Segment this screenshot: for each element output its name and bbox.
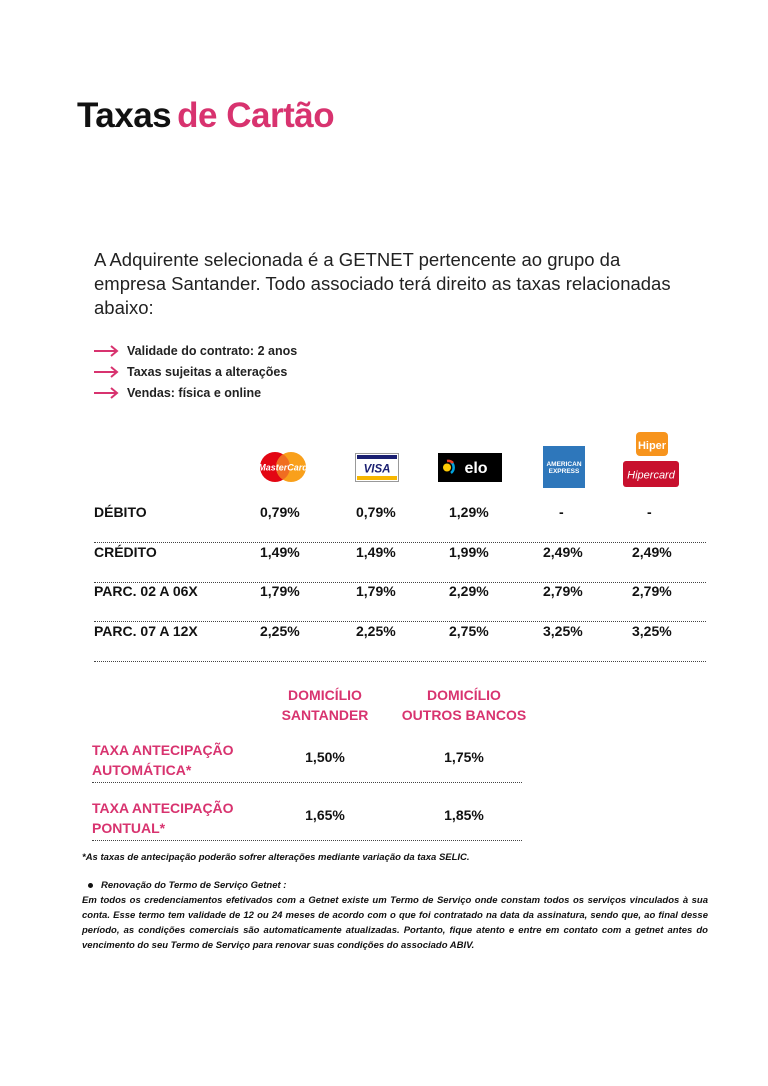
mastercard-logo [257, 451, 309, 483]
antecipacao-outros: 1,75% [444, 749, 484, 765]
antecipacao-santander: 1,65% [305, 807, 345, 823]
renewal-body: Em todos os credenciamentos efetivados com a Getnet existe um Termo de Serviço onde constam todos os serviços vinculados à sua conta. Esse termo tem validade de 12 ou 24 meses de acordo com o que foi contratado na data da assinatura, sendo que, ao final desse período, as condições comerciais são automaticamente atualizadas. Portanto, fique atento e entre em contato com a getnet antes do vencimento do seu Termo de Serviço para renovar suas condições do associado ABIV. [82, 895, 708, 951]
rate-label: PARC. 07 A 12X [94, 623, 198, 639]
header-domicilio-outros: DOMICÍLIO OUTROS BANCOS [401, 687, 527, 723]
selic-note: *As taxas de antecipação poderão sofrer alterações mediante variação da taxa SELIC. [82, 852, 470, 863]
visa-logo [355, 453, 399, 482]
antecipacao-row-pontual [92, 798, 522, 841]
rates-row-parc-02-06 [94, 581, 706, 622]
rates-row-debito [94, 502, 706, 543]
arrow-right-icon [94, 366, 120, 378]
antecipacao-label: TAXA ANTECIPAÇÃO PONTUAL* [92, 800, 234, 836]
antecipacao-outros: 1,85% [444, 807, 484, 823]
arrow-right-icon [94, 345, 120, 357]
elo-text: elo [464, 460, 488, 477]
rate-mastercard: 1,49% [260, 544, 300, 560]
bullet-label: Taxas sujeitas a alterações [127, 364, 288, 379]
bullet-item [94, 382, 297, 403]
rate-elo: 2,29% [449, 583, 489, 599]
antecipacao-label: TAXA ANTECIPAÇÃO AUTOMÁTICA* [92, 742, 234, 778]
page-title [77, 96, 334, 136]
title-part2: de Cartão [177, 96, 335, 135]
rate-amex: - [559, 504, 564, 520]
antecipacao-row-automatica [92, 740, 522, 783]
rate-elo: 2,75% [449, 623, 489, 639]
renewal-title [88, 880, 286, 891]
header-domicilio-santander: DOMICÍLIO SANTANDER [281, 687, 369, 723]
rate-mastercard: 1,79% [260, 583, 300, 599]
rates-row-parc-07-12 [94, 621, 706, 662]
rate-amex: 3,25% [543, 623, 583, 639]
mastercard-text: MasterCard [258, 462, 308, 473]
rate-elo: 1,29% [449, 504, 489, 520]
rate-label: CRÉDITO [94, 544, 157, 560]
hipercard-text: Hipercard [627, 469, 675, 482]
rate-hipercard: 2,49% [632, 544, 672, 560]
rate-amex: 2,79% [543, 583, 583, 599]
rate-hipercard: - [647, 504, 652, 520]
bullet-label: Validade do contrato: 2 anos [127, 343, 298, 358]
visa-text: VISA [363, 463, 391, 476]
rate-elo: 1,99% [449, 544, 489, 560]
rate-hipercard: 3,25% [632, 623, 672, 639]
rate-hipercard: 2,79% [632, 583, 672, 599]
rates-row-credito [94, 542, 706, 583]
hipercard-logo [622, 431, 680, 489]
rate-visa: 1,79% [356, 583, 396, 599]
amex-text-1: AMERICAN [546, 461, 582, 468]
hiper-text: Hiper [637, 440, 667, 452]
bullet-label: Vendas: física e online [127, 385, 262, 400]
bullet-item [94, 340, 297, 361]
elo-logo [438, 453, 502, 482]
rate-label: PARC. 02 A 06X [94, 583, 198, 599]
rate-mastercard: 2,25% [260, 623, 300, 639]
amex-logo [543, 446, 585, 488]
rate-visa: 1,49% [356, 544, 396, 560]
title-part1: Taxas [77, 96, 172, 135]
rate-mastercard: 0,79% [260, 504, 300, 520]
rate-visa: 0,79% [356, 504, 396, 520]
antecipacao-santander: 1,50% [305, 749, 345, 765]
amex-text-2: EXPRESS [548, 468, 580, 475]
bullet-dot-icon [88, 883, 93, 888]
rate-amex: 2,49% [543, 544, 583, 560]
intro-paragraph: A Adquirente selecionada é a GETNET pertencente ao grupo da empresa Santander. Todo associado terá direito as taxas relacionadas abaixo: [94, 249, 671, 318]
rate-label: DÉBITO [94, 504, 147, 520]
info-bullets [94, 340, 297, 403]
renewal-title-text: Renovação do Termo de Serviço Getnet : [101, 880, 287, 891]
arrow-right-icon [94, 387, 120, 399]
bullet-item [94, 361, 297, 382]
rate-visa: 2,25% [356, 623, 396, 639]
